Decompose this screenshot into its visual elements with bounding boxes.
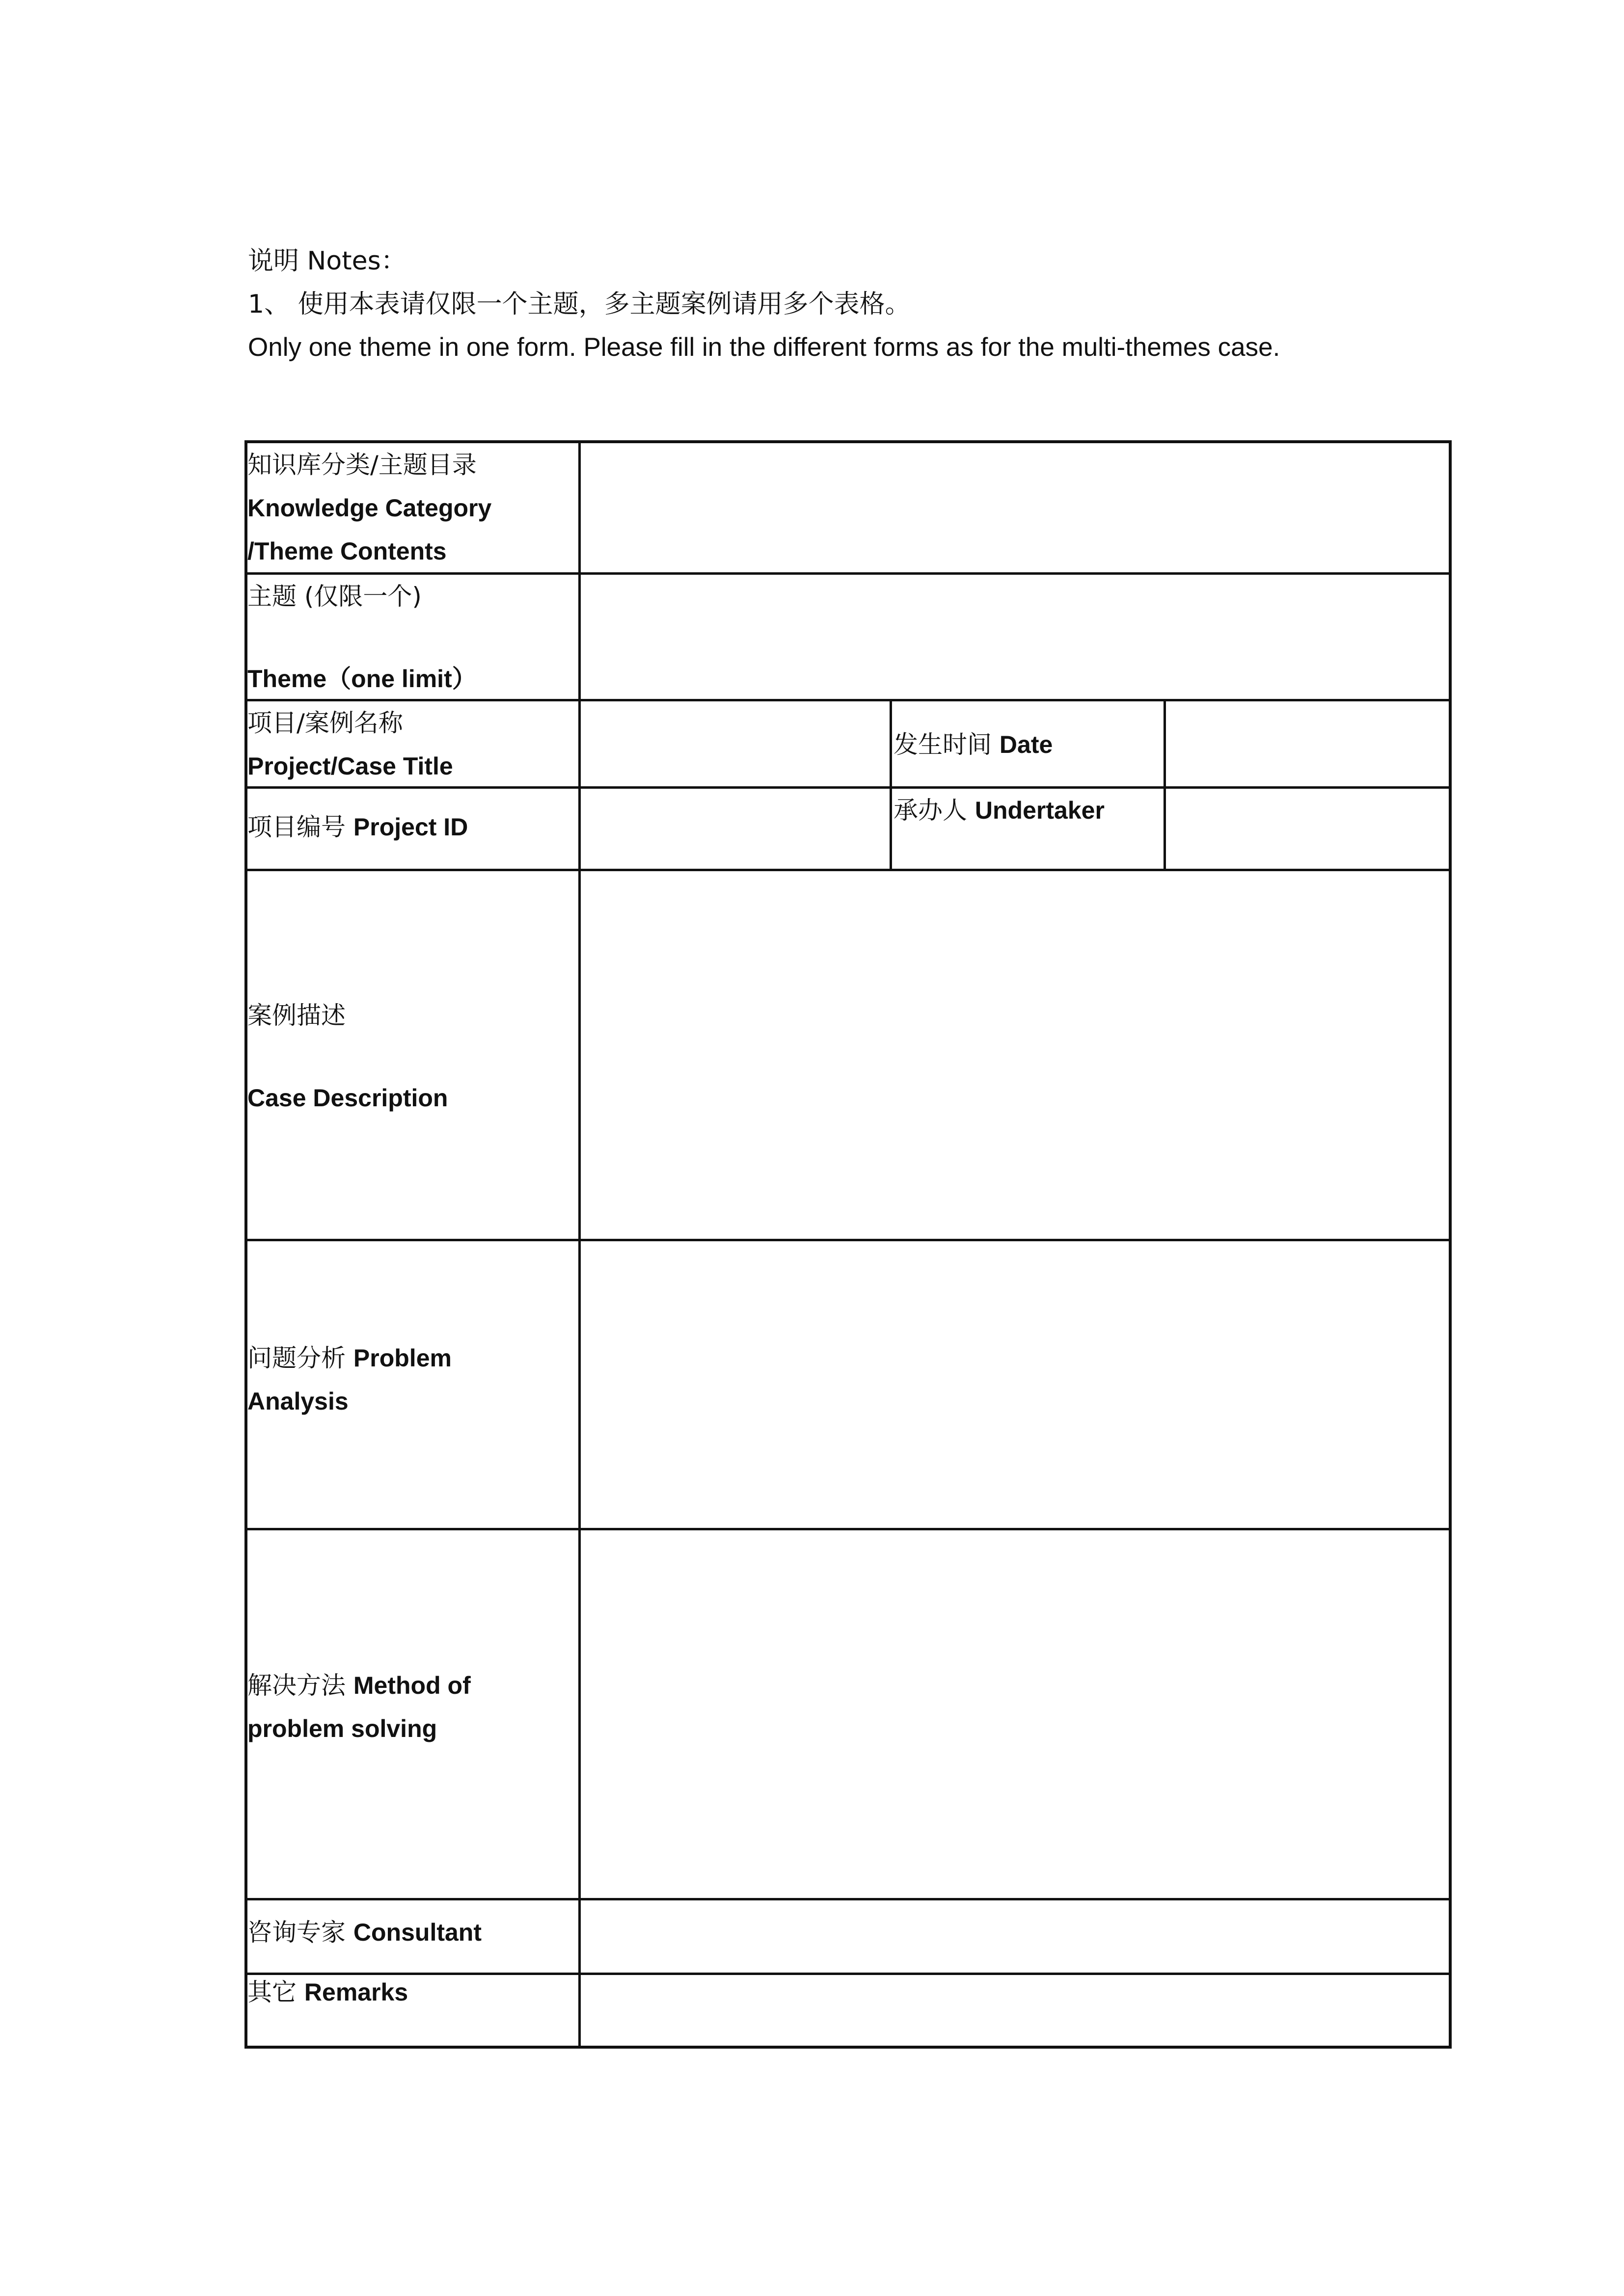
- date-field[interactable]: [1166, 701, 1449, 786]
- theme-label-english: Theme（one limit）: [247, 665, 477, 693]
- project-title-label-english: Project/Case Title: [247, 752, 453, 780]
- consultant-label-chinese: 咨询专家: [247, 1918, 346, 1947]
- undertaker-field[interactable]: [1166, 789, 1449, 869]
- notes-heading: 说明 Notes：: [248, 246, 406, 276]
- undertaker-label: [893, 789, 1105, 832]
- problem-analysis-field[interactable]: [581, 1241, 1449, 1528]
- project-title-label: [247, 701, 453, 788]
- remarks-label-english: Remarks: [304, 1978, 408, 2006]
- problem-analysis-label-english-1: Problem: [353, 1344, 452, 1372]
- project-title-label-chinese: 项目/案例名称: [247, 709, 403, 737]
- problem-analysis-label-chinese: 问题分析: [247, 1344, 346, 1372]
- method-field[interactable]: [581, 1530, 1449, 1898]
- project-id-label: [247, 805, 468, 849]
- inner-column-divider: [1164, 699, 1166, 871]
- consultant-field[interactable]: [581, 1900, 1449, 1973]
- knowledge-category-field[interactable]: [581, 443, 1449, 572]
- date-label-english: Date: [999, 731, 1053, 758]
- remarks-label-chinese: 其它: [247, 1978, 297, 2006]
- date-label-chinese: 发生时间: [893, 730, 992, 759]
- remarks-label: [247, 1971, 408, 2014]
- project-id-label-chinese: 项目编号: [247, 813, 346, 841]
- problem-analysis-label-english-2: Analysis: [247, 1388, 349, 1415]
- method-label: [247, 1664, 471, 1750]
- knowledge-category-label-chinese: 知识库分类/主题目录: [247, 451, 477, 479]
- theme-label-chinese: 主题 (仅限一个): [247, 582, 422, 611]
- undertaker-label-english: Undertaker: [974, 797, 1105, 824]
- knowledge-category-label: [247, 443, 491, 573]
- method-label-english-1: Method of: [353, 1672, 471, 1699]
- case-description-label-english: Case Description: [247, 1084, 448, 1112]
- theme-label: [247, 575, 477, 700]
- knowledge-category-label-english-1: Knowledge Category: [247, 494, 492, 522]
- problem-analysis-label: [247, 1336, 452, 1423]
- label-column-divider: [578, 443, 581, 2046]
- case-description-field[interactable]: [581, 871, 1449, 1239]
- undertaker-label-chinese: 承办人: [893, 796, 967, 825]
- date-label: [893, 723, 1053, 766]
- case-description-label: [247, 994, 448, 1120]
- method-label-english-2: problem solving: [247, 1715, 437, 1742]
- inner-column-divider: [890, 699, 892, 871]
- project-title-field[interactable]: [581, 701, 890, 786]
- remarks-field[interactable]: [581, 1975, 1449, 2046]
- notes-section: [248, 240, 1451, 369]
- consultant-label-english: Consultant: [353, 1919, 482, 1946]
- consultant-label: [247, 1911, 482, 1954]
- theme-field[interactable]: [581, 575, 1449, 699]
- project-id-field[interactable]: [581, 789, 890, 869]
- notes-item-1-chinese: 1、 使用本表请仅限一个主题，多主题案例请用多个表格。: [248, 290, 911, 319]
- method-label-chinese: 解决方法: [247, 1671, 346, 1700]
- project-id-label-english: Project ID: [353, 813, 468, 841]
- case-form: [244, 440, 1452, 2049]
- case-description-label-chinese: 案例描述: [247, 1001, 346, 1030]
- knowledge-category-label-english-2: /Theme Contents: [247, 537, 447, 565]
- notes-item-1-english: Only one theme in one form. Please fill in the different forms as for the multi-themes case.: [248, 333, 1280, 362]
